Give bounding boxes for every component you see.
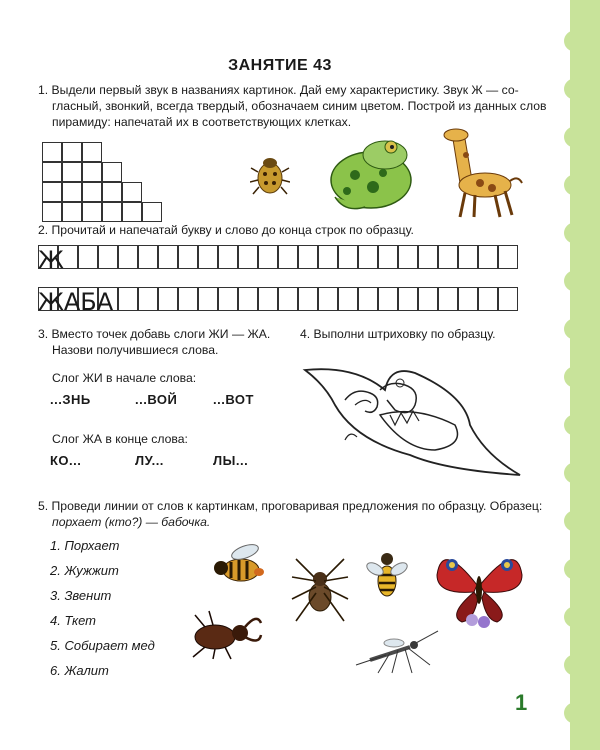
letter-grid-cell[interactable] xyxy=(378,245,398,269)
letter-grid-cell[interactable] xyxy=(258,245,278,269)
task1-line3: пирамиду: напечатай их в соответствующих клетках. xyxy=(52,115,352,129)
syllable-start-item[interactable]: ...ВОТ xyxy=(213,392,254,407)
letter-grid-cell[interactable] xyxy=(118,245,138,269)
syllable-start-label: Слог ЖИ в начале слова: xyxy=(52,371,197,385)
mosquito-image xyxy=(350,625,445,675)
verb-item[interactable]: 4. Ткет xyxy=(50,613,97,628)
puzzle-edge-bump xyxy=(564,366,588,388)
letter-grid-cell[interactable] xyxy=(418,245,438,269)
task5-line1: 5. Проведи линии от слов к картинкам, проговаривая предложения по образцу. Образец: xyxy=(38,499,543,513)
letter-grid-cell[interactable] xyxy=(158,287,178,311)
pyramid-cell[interactable] xyxy=(102,202,122,222)
pyramid-cell[interactable] xyxy=(62,182,82,202)
letter-grid-cell[interactable] xyxy=(358,287,378,311)
puzzle-edge-bump xyxy=(564,510,588,532)
verb-item[interactable]: 1. Порхает xyxy=(50,538,120,553)
verb-item[interactable]: 6. Жалит xyxy=(50,663,109,678)
pyramid-cell[interactable] xyxy=(122,182,142,202)
syllable-end-item[interactable]: КО... xyxy=(50,453,82,468)
syllable-end-item[interactable]: ЛЫ... xyxy=(213,453,249,468)
letter-grid-cell[interactable] xyxy=(498,245,518,269)
bumblebee-image xyxy=(205,540,270,590)
letter-grid-cell[interactable] xyxy=(138,245,158,269)
sample-word: ЖАБА xyxy=(38,288,114,316)
verb-item[interactable]: 2. Жужжит xyxy=(50,563,119,578)
letter-grid-cell[interactable] xyxy=(218,287,238,311)
letter-grid-cell[interactable] xyxy=(378,287,398,311)
letter-grid-cell[interactable] xyxy=(438,245,458,269)
pyramid-cell[interactable] xyxy=(82,142,102,162)
letter-grid-cell[interactable] xyxy=(238,287,258,311)
puzzle-edge-bump xyxy=(564,78,588,100)
pyramid-cell[interactable] xyxy=(82,182,102,202)
letter-grid-cell[interactable] xyxy=(458,287,478,311)
puzzle-edge-bump xyxy=(564,606,588,628)
task1-line2: гласный, звонкий, всегда твердый, обозначаем синим цветом. Построй из данных слов xyxy=(52,99,547,113)
giraffe-image xyxy=(430,125,525,220)
letter-grid-cell[interactable] xyxy=(278,245,298,269)
sample-letter: Ж xyxy=(38,246,64,274)
letter-grid-cell[interactable] xyxy=(178,287,198,311)
pyramid-cell[interactable] xyxy=(42,142,62,162)
task4-text: 4. Выполни штриховку по образцу. xyxy=(300,327,496,341)
syllable-end-label: Слог ЖА в конце слова: xyxy=(52,432,188,446)
pyramid-cell[interactable] xyxy=(102,182,122,202)
pyramid-cell[interactable] xyxy=(42,182,62,202)
letter-grid-cell[interactable] xyxy=(258,287,278,311)
puzzle-edge-bump xyxy=(564,126,588,148)
letter-grid-cell[interactable] xyxy=(278,287,298,311)
syllable-start-item[interactable]: ...ВОЙ xyxy=(135,392,178,407)
pyramid-cell[interactable] xyxy=(62,202,82,222)
letter-grid-cell[interactable] xyxy=(338,245,358,269)
puzzle-edge-bump xyxy=(564,30,588,52)
frog-image xyxy=(325,135,415,215)
letter-grid-cell[interactable] xyxy=(398,245,418,269)
puzzle-edge-bump xyxy=(564,558,588,580)
task3-line1: 3. Вместо точек добавь слоги ЖИ — ЖА. xyxy=(38,327,271,341)
pyramid-cell[interactable] xyxy=(102,162,122,182)
puzzle-edge-bump xyxy=(564,318,588,340)
letter-grid-cell[interactable] xyxy=(478,287,498,311)
puzzle-edge-bump xyxy=(564,654,588,676)
letter-grid-cell[interactable] xyxy=(238,245,258,269)
letter-grid-cell[interactable] xyxy=(138,287,158,311)
pyramid-cell[interactable] xyxy=(82,162,102,182)
puzzle-edge-bump xyxy=(564,462,588,484)
pyramid-cell[interactable] xyxy=(62,162,82,182)
task1-line1: 1. Выдели первый звук в названиях картинок. Дай ему характеристику. Звук Ж — со- xyxy=(38,83,519,97)
pyramid-cell[interactable] xyxy=(42,162,62,182)
butterfly-image xyxy=(432,540,527,630)
stag-beetle-image xyxy=(185,605,265,660)
letter-grid-cell[interactable] xyxy=(418,287,438,311)
puzzle-edge-bump xyxy=(564,222,588,244)
spider-image xyxy=(290,555,350,625)
verb-item[interactable]: 5. Собирает мед xyxy=(50,638,155,653)
letter-grid-cell[interactable] xyxy=(158,245,178,269)
pyramid-cell[interactable] xyxy=(142,202,162,222)
letter-grid-cell[interactable] xyxy=(118,287,138,311)
beetle-image xyxy=(250,152,290,198)
letter-grid-cell[interactable] xyxy=(98,245,118,269)
letter-grid-cell[interactable] xyxy=(478,245,498,269)
letter-grid-cell[interactable] xyxy=(458,245,478,269)
bee-image xyxy=(365,545,410,600)
letter-grid-cell[interactable] xyxy=(178,245,198,269)
pyramid-cell[interactable] xyxy=(62,142,82,162)
page-number: 1 xyxy=(515,690,528,715)
letter-grid-cell[interactable] xyxy=(318,287,338,311)
page-title: ЗАНЯТИЕ 43 xyxy=(228,57,332,74)
puzzle-edge-bump xyxy=(564,414,588,436)
task2-text: 2. Прочитай и напечатай букву и слово до конца строк по образцу. xyxy=(38,223,414,237)
letter-grid-cell[interactable] xyxy=(358,245,378,269)
puzzle-edge-bump xyxy=(564,174,588,196)
pyramid-cell[interactable] xyxy=(82,202,102,222)
letter-grid-cell[interactable] xyxy=(198,245,218,269)
syllable-end-item[interactable]: ЛУ... xyxy=(135,453,164,468)
letter-grid-cell[interactable] xyxy=(398,287,418,311)
letter-grid-cell[interactable] xyxy=(198,287,218,311)
letter-grid-cell[interactable] xyxy=(298,287,318,311)
letter-grid-cell[interactable] xyxy=(438,287,458,311)
syllable-start-item[interactable]: ...ЗНЬ xyxy=(50,392,91,407)
puzzle-edge-bump xyxy=(564,702,588,724)
puzzle-edge-bump xyxy=(564,270,588,292)
hatching-drawing[interactable] xyxy=(295,345,525,485)
letter-grid-cell[interactable] xyxy=(78,245,98,269)
letter-grid-cell[interactable] xyxy=(338,287,358,311)
pyramid-cell[interactable] xyxy=(122,202,142,222)
letter-grid-cell[interactable] xyxy=(218,245,238,269)
verb-item[interactable]: 3. Звенит xyxy=(50,588,112,603)
letter-grid-cell[interactable] xyxy=(318,245,338,269)
task5-sample: порхает (кто?) — бабочка. xyxy=(52,515,211,529)
task3-line2: Назови получившиеся слова. xyxy=(52,343,219,357)
pyramid-cell[interactable] xyxy=(42,202,62,222)
letter-grid-cell[interactable] xyxy=(498,287,518,311)
letter-grid-cell[interactable] xyxy=(298,245,318,269)
